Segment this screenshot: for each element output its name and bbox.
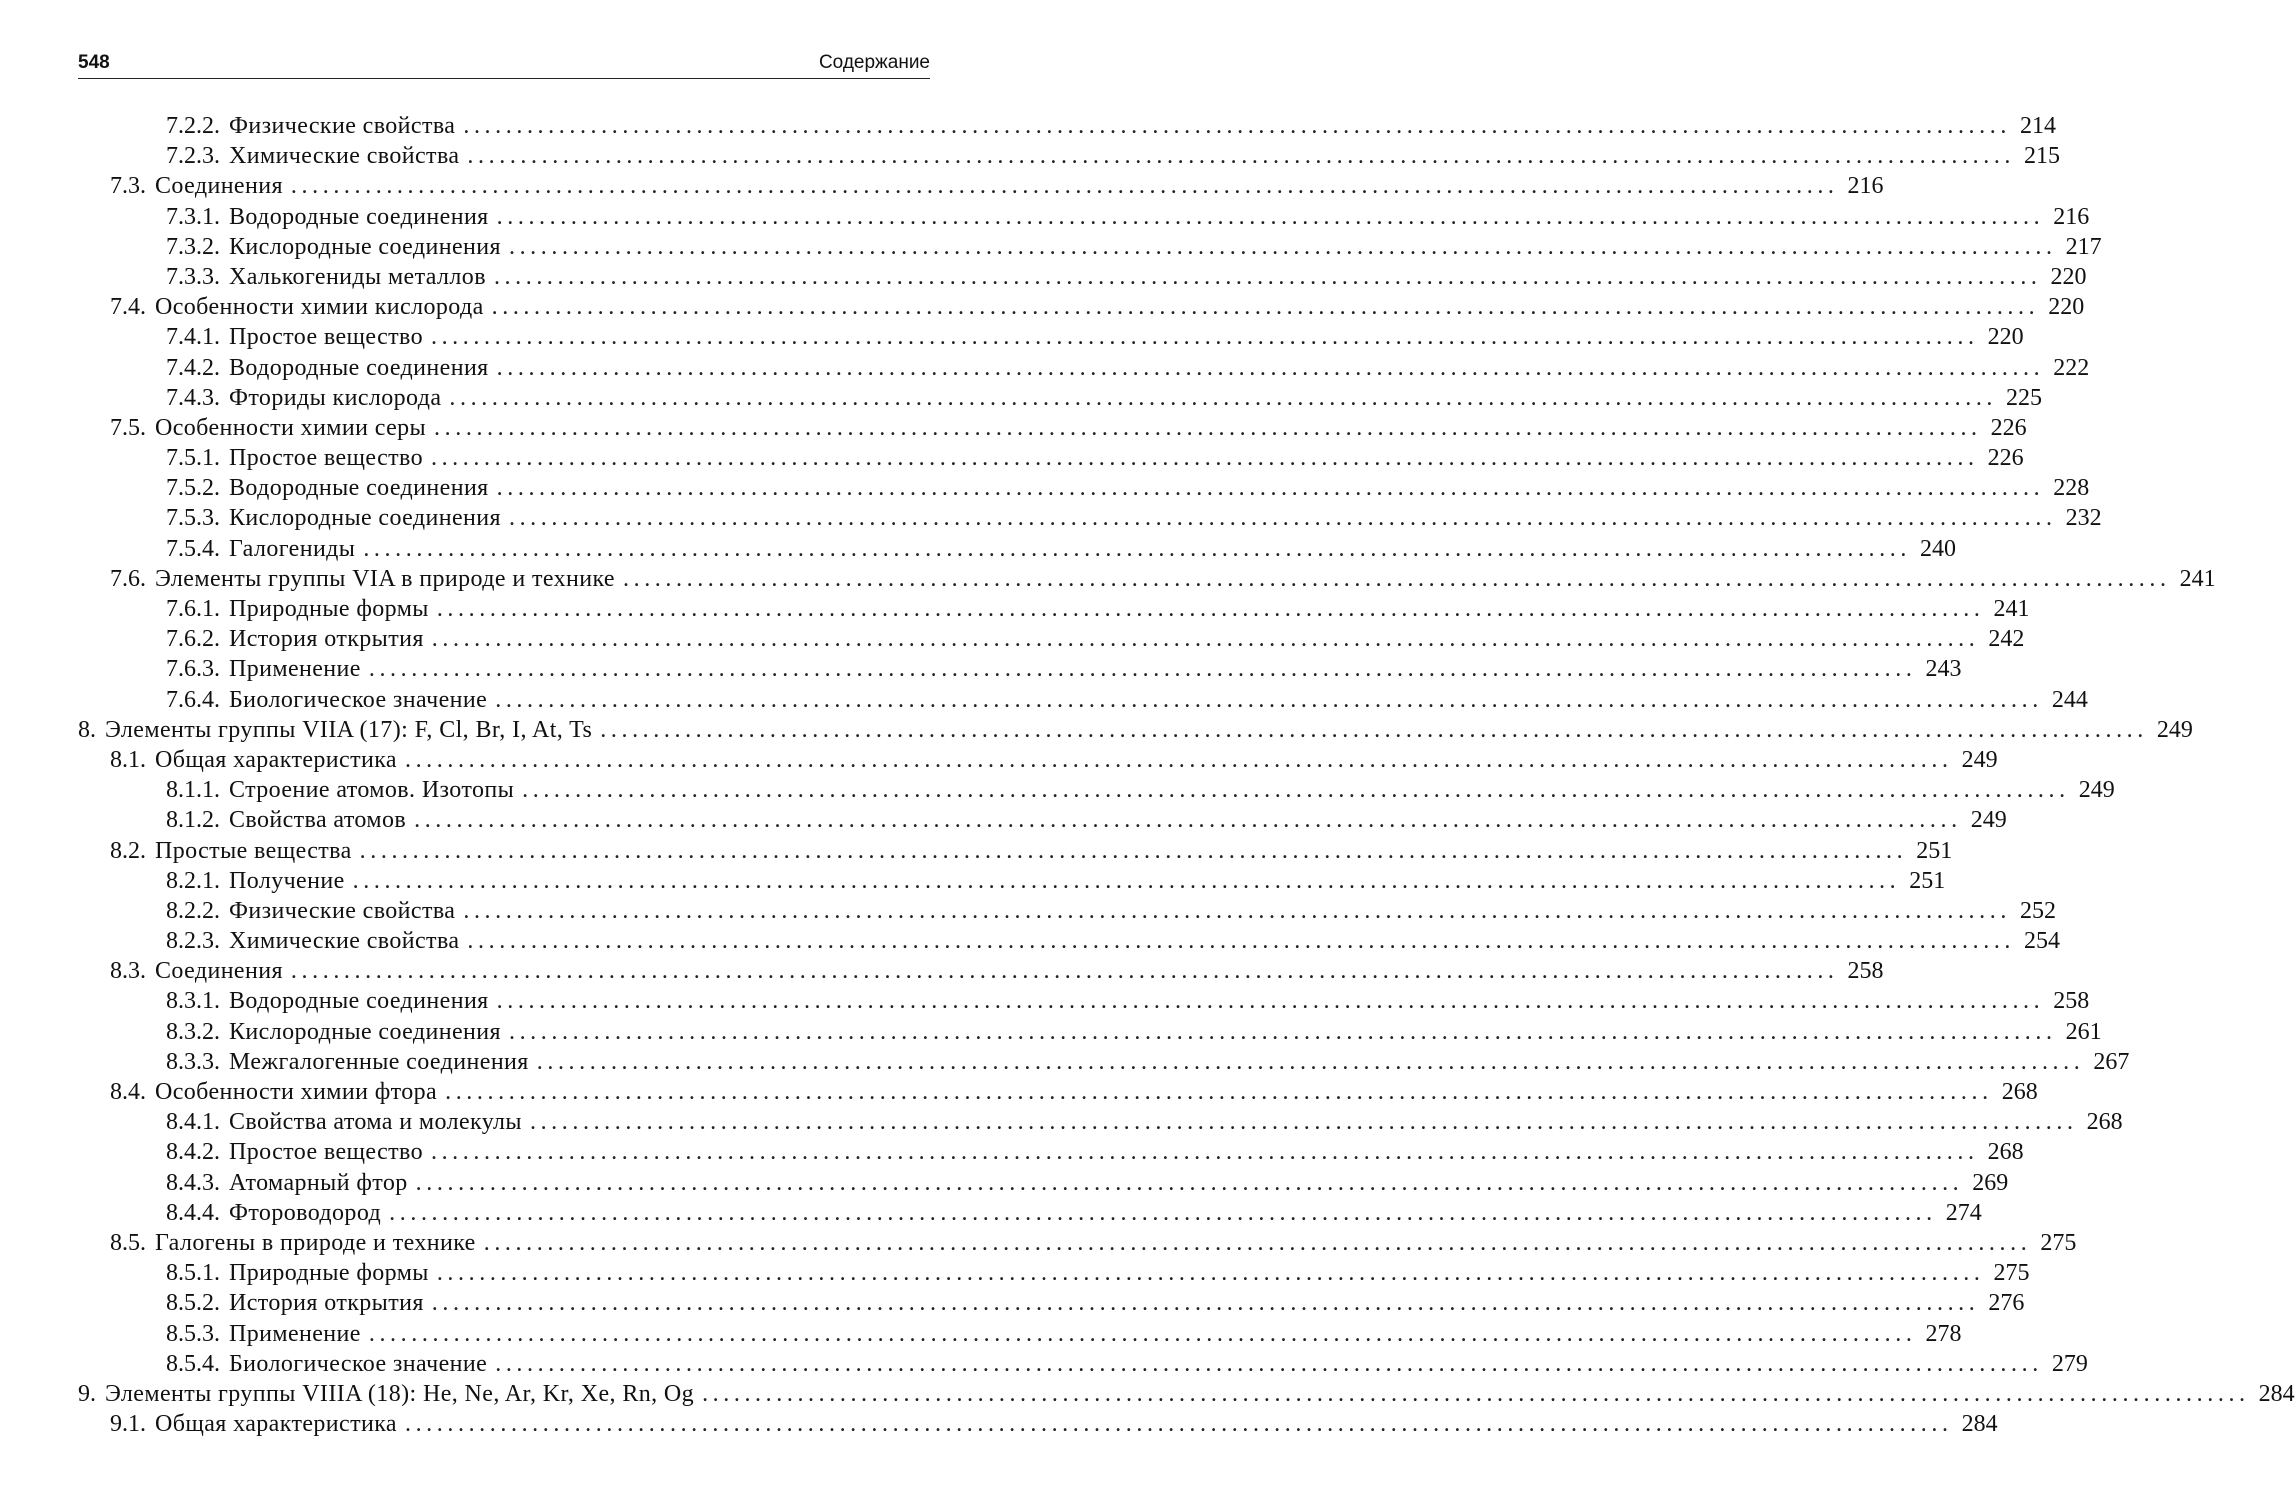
toc-entry-title: Кислородные соединения xyxy=(229,233,501,260)
toc-entry xyxy=(78,292,2085,322)
toc-entry xyxy=(78,564,2216,594)
toc-dot-leader: .................................................................................................................................................. xyxy=(290,958,1839,985)
toc-dot-leader: .................................................................................................................................................. xyxy=(449,384,1998,411)
toc-entry xyxy=(78,383,2043,413)
toc-entry-number: 7.3.2. xyxy=(166,233,220,260)
toc-dot-leader: .................................................................................................................................................. xyxy=(702,1380,2250,1407)
toc-entry xyxy=(78,624,2025,654)
toc-entry xyxy=(78,1047,2130,1077)
toc-entry-page: 215 xyxy=(2024,143,2061,170)
toc-dot-leader: .................................................................................................................................................. xyxy=(496,354,2045,381)
toc-entry-number: 8.4.2. xyxy=(166,1139,220,1166)
toc-entry-page: 275 xyxy=(1993,1260,2030,1287)
toc-entry-page: 249 xyxy=(1961,746,1998,773)
toc-entry-title: Халькогениды металлов xyxy=(229,263,486,290)
toc-entry-page: 216 xyxy=(2053,203,2090,230)
toc-dot-leader: .................................................................................................................................................. xyxy=(434,414,1982,441)
toc-entry-page: 232 xyxy=(2065,505,2102,532)
toc-entry-page: 220 xyxy=(2050,263,2087,290)
toc-entry-title: История открытия xyxy=(229,626,424,653)
toc-entry-number: 8.5.4. xyxy=(166,1350,220,1377)
toc-entry-page: 244 xyxy=(2051,686,2088,713)
toc-entry-page: 278 xyxy=(1925,1320,1962,1347)
toc-entry xyxy=(78,1319,1962,1349)
toc-entry-page: 226 xyxy=(1987,445,2024,472)
toc-entry xyxy=(78,111,2056,141)
toc-entry-title: Применение xyxy=(229,1320,361,1347)
toc-entry-page: 242 xyxy=(1988,626,2025,653)
toc-dot-leader: .................................................................................................................................................. xyxy=(404,1411,1953,1438)
toc-dot-leader: .................................................................................................................................................. xyxy=(467,143,2016,170)
toc-entry-title: Получение xyxy=(229,867,345,894)
toc-entry-title: Природные формы xyxy=(229,1260,429,1287)
toc-entry-number: 8.4. xyxy=(110,1079,146,1105)
toc-entry-title: Биологическое значение xyxy=(229,1350,488,1377)
toc-entry-page: 274 xyxy=(1945,1199,1982,1226)
toc-entry xyxy=(78,1077,2038,1107)
toc-entry xyxy=(78,1198,1982,1228)
toc-dot-leader: .................................................................................................................................................. xyxy=(363,535,1911,562)
toc-entry-page: 258 xyxy=(1847,958,1884,985)
toc-entry xyxy=(78,141,2061,171)
toc-entry-number: 7.5.1. xyxy=(166,445,220,472)
toc-entry-number: 7.5.4. xyxy=(166,535,220,562)
toc-entry-page: 267 xyxy=(2093,1048,2130,1075)
toc-entry-number: 8.2.2. xyxy=(166,897,220,924)
toc-entry-page: 268 xyxy=(2001,1079,2038,1105)
toc-entry xyxy=(78,594,2030,624)
toc-entry-page: 241 xyxy=(2179,565,2216,592)
toc-entry xyxy=(78,232,2102,262)
toc-entry-page: 249 xyxy=(1970,807,2007,834)
toc-entry-title: Водородные соединения xyxy=(229,203,489,230)
toc-dot-leader: .................................................................................................................................................. xyxy=(496,475,2045,502)
toc-entry-number: 7.3.1. xyxy=(166,203,220,230)
toc-entry-number: 8. xyxy=(78,716,96,743)
toc-dot-leader: .................................................................................................................................................. xyxy=(483,1229,2032,1256)
toc-entry-title: Общая характеристика xyxy=(155,746,397,773)
toc-entry xyxy=(78,866,1946,896)
toc-dot-leader: .................................................................................................................................................. xyxy=(389,1199,1937,1226)
toc-dot-leader: .................................................................................................................................................. xyxy=(436,596,1985,622)
toc-entry-page: 249 xyxy=(2156,716,2193,743)
toc-entry-number: 8.4.1. xyxy=(166,1109,220,1136)
toc-entry xyxy=(78,1228,2077,1258)
toc-entry-number: 8.4.4. xyxy=(166,1199,220,1226)
toc-entry xyxy=(78,322,2024,352)
toc-entry xyxy=(78,443,2024,473)
toc-entry xyxy=(78,534,1956,564)
toc-entry-page: 217 xyxy=(2065,233,2102,260)
toc-entry-page: 252 xyxy=(2019,897,2056,924)
toc-entry-title: Межгалогенные соединения xyxy=(229,1048,529,1075)
toc-entry-title: Водородные соединения xyxy=(229,354,489,381)
toc-entry xyxy=(78,836,1953,866)
toc-entry xyxy=(78,685,2088,715)
toc-entry-title: Строение атомов. Изотопы xyxy=(229,777,515,804)
toc-dot-leader: .................................................................................................................................................. xyxy=(290,173,1839,200)
toc-entry xyxy=(78,413,2027,443)
page-number: 548 xyxy=(78,52,110,73)
toc-entry-page: 243 xyxy=(1925,656,1962,683)
toc-entry xyxy=(78,715,2193,745)
toc-entry xyxy=(78,926,2061,956)
toc-entry-page: 279 xyxy=(2051,1350,2088,1377)
toc-entry-title: Галогениды xyxy=(229,535,356,562)
toc-dot-leader: .................................................................................................................................................. xyxy=(536,1048,2085,1075)
toc-entry-title: Свойства атомов xyxy=(229,807,407,834)
toc-entry xyxy=(78,956,1884,986)
toc-entry-number: 7.3. xyxy=(110,173,146,200)
toc-dot-leader: .................................................................................................................................................. xyxy=(522,777,2070,804)
toc-dot-leader: .................................................................................................................................................. xyxy=(495,686,2043,713)
toc-entry-title: Особенности химии кислорода xyxy=(155,294,484,321)
toc-entry-title: Применение xyxy=(229,656,361,683)
toc-entry-page: 228 xyxy=(2053,475,2090,502)
toc-entry-number: 8.1.1. xyxy=(166,777,220,804)
toc-dot-leader: .................................................................................................................................................. xyxy=(368,656,1917,683)
toc-entry-page: 226 xyxy=(1990,414,2027,441)
toc-entry-page: 276 xyxy=(1988,1290,2025,1317)
toc-entry-page: 258 xyxy=(2053,988,2090,1015)
toc-dot-leader: .................................................................................................................................................. xyxy=(508,1018,2057,1045)
toc-entry-number: 8.5. xyxy=(110,1229,146,1256)
toc-entry-page: 225 xyxy=(2006,384,2043,411)
toc-entry-page: 261 xyxy=(2065,1018,2102,1045)
toc-entry-page: 251 xyxy=(1909,867,1946,894)
toc-entry-title: Природные формы xyxy=(229,596,429,622)
toc-dot-leader: .................................................................................................................................................. xyxy=(491,294,2040,321)
toc-entry-title: Химические свойства xyxy=(229,928,460,955)
toc-entry-title: Соединения xyxy=(155,173,283,200)
toc-entry-title: Физические свойства xyxy=(229,897,456,924)
toc-entry xyxy=(78,262,2087,292)
toc-entry xyxy=(78,473,2090,503)
toc-dot-leader: .................................................................................................................................................. xyxy=(430,445,1979,472)
table-of-contents xyxy=(78,111,2295,1439)
toc-entry xyxy=(78,1107,2123,1137)
toc-entry-page: 222 xyxy=(2053,354,2090,381)
toc-dot-leader: .................................................................................................................................................. xyxy=(508,233,2057,260)
toc-entry xyxy=(78,503,2102,533)
toc-entry-number: 7.6.1. xyxy=(166,596,220,622)
toc-entry-number: 7.5. xyxy=(110,414,146,441)
toc-entry-number: 8.3. xyxy=(110,958,146,985)
toc-entry-title: Простое вещество xyxy=(229,445,423,472)
toc-entry xyxy=(78,745,1998,775)
toc-entry-number: 8.3.3. xyxy=(166,1048,220,1075)
toc-entry xyxy=(78,1137,2024,1167)
toc-entry-title: Общая характеристика xyxy=(155,1411,397,1438)
toc-entry-page: 249 xyxy=(2078,777,2115,804)
toc-entry xyxy=(78,1288,2025,1318)
toc-entry-number: 9.1. xyxy=(110,1411,146,1438)
toc-entry-title: Простое вещество xyxy=(229,1139,423,1166)
toc-entry-number: 8.5.3. xyxy=(166,1320,220,1347)
toc-dot-leader: .................................................................................................................................................. xyxy=(368,1320,1917,1347)
toc-dot-leader: .................................................................................................................................................. xyxy=(352,867,1901,894)
toc-entry-number: 9. xyxy=(78,1380,96,1407)
toc-entry-title: Простое вещество xyxy=(229,324,423,351)
toc-entry xyxy=(78,353,2090,383)
toc-entry-number: 7.6.2. xyxy=(166,626,220,653)
toc-entry-page: 284 xyxy=(2258,1380,2295,1407)
toc-entry-page: 241 xyxy=(1993,596,2030,622)
toc-entry-number: 7.2.2. xyxy=(166,113,220,139)
toc-entry xyxy=(78,986,2090,1016)
toc-entry-page: 268 xyxy=(2086,1109,2123,1136)
toc-entry-title: Особенности химии фтора xyxy=(155,1079,438,1105)
toc-entry-title: Химические свойства xyxy=(229,143,460,170)
toc-entry-page: 251 xyxy=(1916,837,1953,864)
toc-dot-leader: .................................................................................................................................................. xyxy=(467,928,2016,955)
page-header xyxy=(78,48,930,79)
toc-dot-leader: .................................................................................................................................................. xyxy=(431,1290,1980,1317)
toc-entry-title: Кислородные соединения xyxy=(229,505,501,532)
toc-entry-number: 8.1. xyxy=(110,746,146,773)
toc-entry-number: 8.1.2. xyxy=(166,807,220,834)
toc-entry-title: Элементы группы VIIA (17): F, Cl, Br, I, At, Ts xyxy=(105,716,593,743)
toc-entry xyxy=(78,171,1884,201)
toc-dot-leader: .................................................................................................................................................. xyxy=(430,1139,1979,1166)
toc-dot-leader: .................................................................................................................................................. xyxy=(430,324,1979,351)
toc-entry-number: 8.5.1. xyxy=(166,1260,220,1287)
toc-dot-leader: .................................................................................................................................................. xyxy=(463,897,2011,924)
toc-entry xyxy=(78,1409,1998,1439)
toc-entry xyxy=(78,896,2056,926)
toc-entry xyxy=(78,1258,2030,1288)
toc-entry-number: 8.4.3. xyxy=(166,1169,220,1196)
toc-entry-number: 7.6.3. xyxy=(166,656,220,683)
toc-entry xyxy=(78,202,2090,232)
toc-entry-title: Фториды кислорода xyxy=(229,384,442,411)
toc-entry-number: 8.3.2. xyxy=(166,1018,220,1045)
toc-entry-number: 7.4.2. xyxy=(166,354,220,381)
toc-entry-page: 275 xyxy=(2040,1229,2077,1256)
toc-dot-leader: .................................................................................................................................................. xyxy=(496,988,2045,1015)
toc-entry-number: 7.3.3. xyxy=(166,263,220,290)
toc-dot-leader: .................................................................................................................................................. xyxy=(623,565,2171,592)
toc-entry xyxy=(78,775,2115,805)
toc-entry-title: Водородные соединения xyxy=(229,988,489,1015)
toc-entry-page: 220 xyxy=(1987,324,2024,351)
toc-entry-page: 254 xyxy=(2024,928,2061,955)
toc-entry xyxy=(78,654,1962,684)
toc-dot-leader: .................................................................................................................................................. xyxy=(359,837,1908,864)
toc-dot-leader: .................................................................................................................................................. xyxy=(445,1079,1993,1105)
toc-dot-leader: .................................................................................................................................................. xyxy=(404,746,1953,773)
toc-entry-number: 7.2.3. xyxy=(166,143,220,170)
toc-entry-title: Свойства атома и молекулы xyxy=(229,1109,522,1136)
toc-entry-number: 8.5.2. xyxy=(166,1290,220,1317)
toc-entry-title: Галогены в природе и технике xyxy=(155,1229,476,1256)
toc-entry-title: Особенности химии серы xyxy=(155,414,427,441)
toc-dot-leader: .................................................................................................................................................. xyxy=(529,1109,2078,1136)
toc-entry-title: Элементы группы VIA в природе и технике xyxy=(155,565,615,592)
toc-dot-leader: .................................................................................................................................................. xyxy=(463,113,2011,139)
toc-entry-number: 8.2. xyxy=(110,837,146,864)
toc-dot-leader: .................................................................................................................................................. xyxy=(600,716,2148,743)
toc-dot-leader: .................................................................................................................................................. xyxy=(495,1350,2043,1377)
toc-entry-number: 7.6. xyxy=(110,565,146,592)
toc-dot-leader: .................................................................................................................................................. xyxy=(508,505,2057,532)
toc-entry xyxy=(78,1168,2009,1198)
toc-dot-leader: .................................................................................................................................................. xyxy=(493,263,2042,290)
toc-entry-page: 220 xyxy=(2048,294,2085,321)
toc-entry-page: 214 xyxy=(2019,113,2056,139)
toc-entry-number: 8.2.3. xyxy=(166,928,220,955)
toc-entry-number: 7.4.1. xyxy=(166,324,220,351)
toc-entry-page: 284 xyxy=(1961,1411,1998,1438)
toc-entry xyxy=(78,805,2007,835)
toc-entry-page: 269 xyxy=(1972,1169,2009,1196)
toc-entry-title: Фтороводород xyxy=(229,1199,382,1226)
toc-entry-number: 7.5.2. xyxy=(166,475,220,502)
toc-dot-leader: .................................................................................................................................................. xyxy=(415,1169,1964,1196)
toc-entry-number: 8.3.1. xyxy=(166,988,220,1015)
toc-entry-title: Атомарный фтор xyxy=(229,1169,408,1196)
toc-entry-page: 268 xyxy=(1987,1139,2024,1166)
toc-entry-number: 7.4.3. xyxy=(166,384,220,411)
toc-entry-title: Кислородные соединения xyxy=(229,1018,501,1045)
toc-dot-leader: .................................................................................................................................................. xyxy=(431,626,1980,653)
toc-entry-title: Физические свойства xyxy=(229,113,456,139)
toc-entry-title: Биологическое значение xyxy=(229,686,488,713)
toc-entry xyxy=(78,1017,2102,1047)
toc-entry-title: История открытия xyxy=(229,1290,424,1317)
toc-entry-title: Простые вещества xyxy=(155,837,352,864)
toc-entry-page: 240 xyxy=(1919,535,1956,562)
toc-dot-leader: .................................................................................................................................................. xyxy=(414,807,1962,834)
running-title: Содержание xyxy=(818,52,930,73)
toc-entry-title: Соединения xyxy=(155,958,283,985)
toc-dot-leader: .................................................................................................................................................. xyxy=(496,203,2045,230)
toc-entry xyxy=(78,1379,2295,1409)
toc-entry-number: 8.2.1. xyxy=(166,867,220,894)
toc-entry-number: 7.4. xyxy=(110,294,146,321)
toc-entry xyxy=(78,1349,2088,1379)
toc-entry-number: 7.5.3. xyxy=(166,505,220,532)
toc-entry-title: Водородные соединения xyxy=(229,475,489,502)
toc-entry-page: 216 xyxy=(1847,173,1884,200)
toc-entry-title: Элементы группы VIIIA (18): He, Ne, Ar, Kr, Xe, Rn, Og xyxy=(105,1380,695,1407)
toc-entry-number: 7.6.4. xyxy=(166,686,220,713)
toc-dot-leader: .................................................................................................................................................. xyxy=(436,1260,1985,1287)
